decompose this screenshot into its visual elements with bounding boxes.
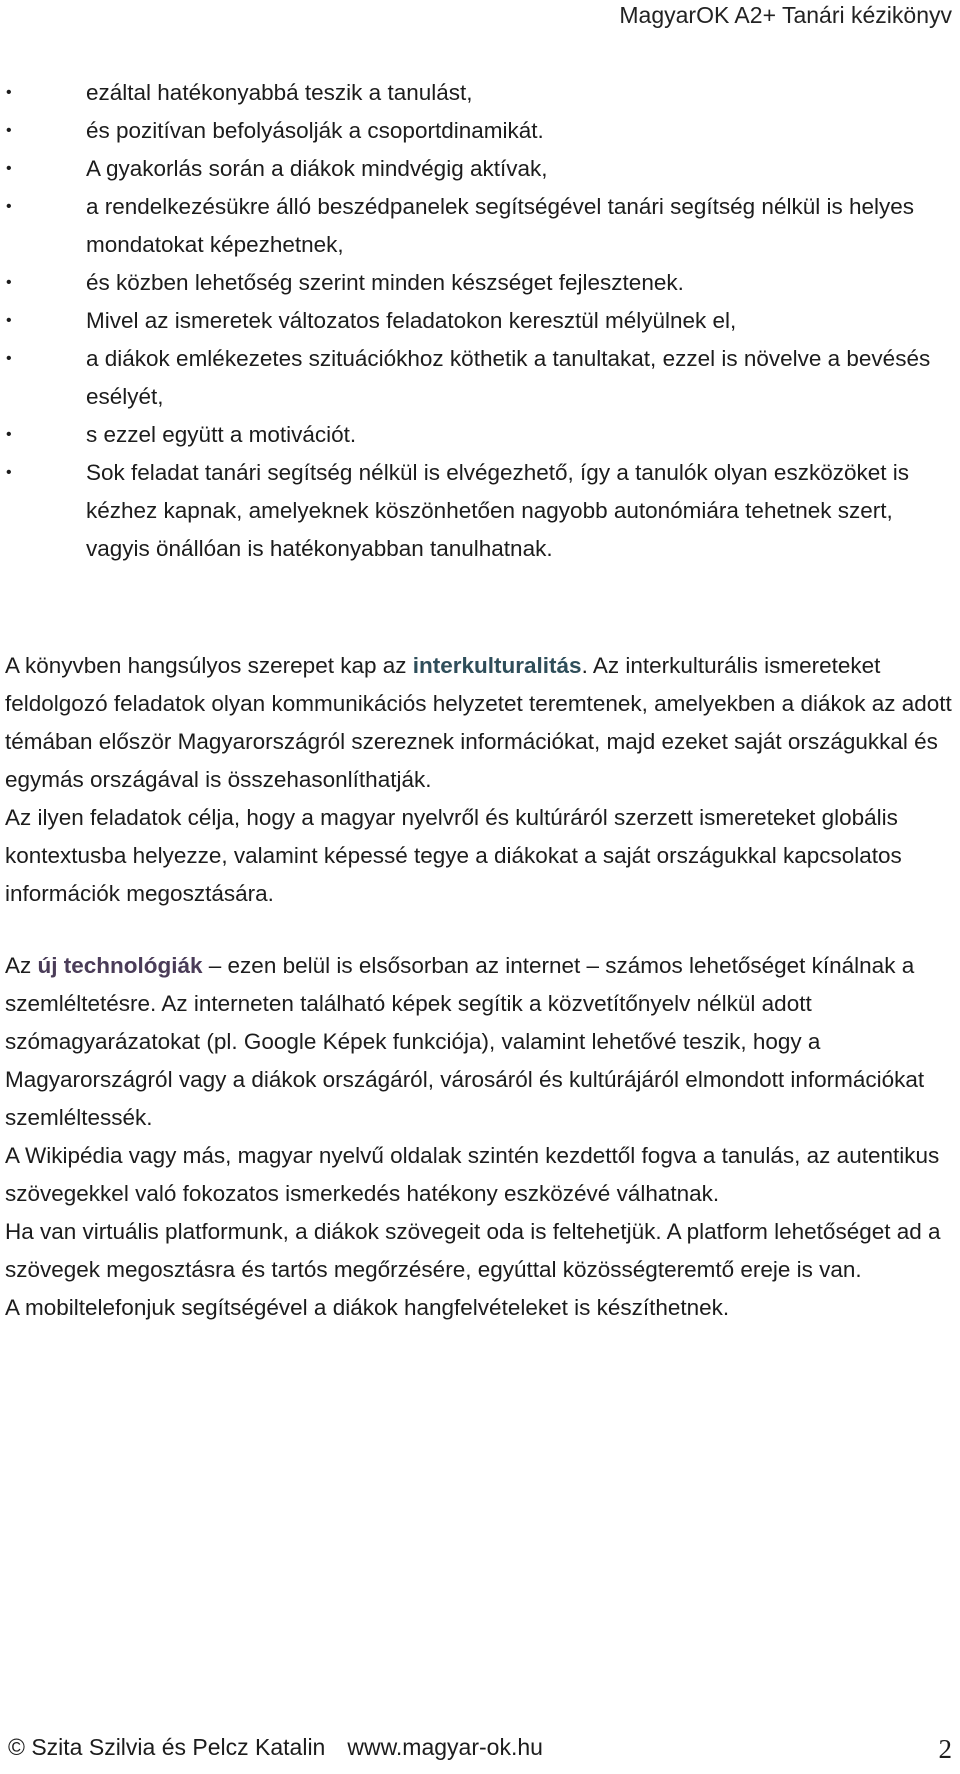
mobile-paragraph: A mobiltelefonjuk segítségével a diákok hangfelvételeket is készíthetnek. [5, 1295, 730, 1320]
paragraph-text: . Az interkulturális ismereteket feldolgozó feladatok olyan kommunikációs helyzetet teremtenek, amelyekben a diákok az adott témában először Magyarországról szereznek információkat, majd ezeket saját országukkal és egymás országával is összehasonlíthatják. [5, 653, 952, 792]
bullet-icon: • [6, 122, 12, 139]
list-item [0, 264, 950, 302]
list-item-text: Mivel az ismeretek változatos feladatokon keresztül mélyülnek el, [86, 308, 737, 333]
platform-paragraph: Ha van virtuális platformunk, a diákok szövegeit oda is feltehetjük. A platform lehetőséget ad a szövegek megosztásra és tartós megőrzésére, egyúttal közösségteremtő ereje is van. [5, 1219, 941, 1282]
list-item [0, 150, 950, 188]
list-item-text: és pozitívan befolyásolják a csoportdinamikát. [86, 118, 544, 143]
paragraph-text: Az [5, 953, 38, 978]
list-item-text: ezáltal hatékonyabbá teszik a tanulást, [86, 80, 473, 105]
bullet-icon: • [6, 426, 12, 443]
copyright-text: © Szita Szilvia és Pelcz Katalin [8, 1734, 326, 1760]
website-link[interactable]: www.magyar-ok.hu [347, 1734, 543, 1760]
list-item [0, 74, 950, 112]
bullet-icon: • [6, 350, 12, 367]
interculturality-keyword: interkulturalitás [412, 653, 582, 678]
list-item [0, 340, 950, 416]
list-item [0, 416, 950, 454]
bullet-icon: • [6, 198, 12, 215]
list-item-text: a diákok emlékezetes szituációkhoz köthetik a tanultakat, ezzel is növelve a bevésés esélyét, [86, 346, 931, 409]
list-item-text: és közben lehetőség szerint minden készséget fejlesztenek. [86, 270, 684, 295]
paragraph-spacer [5, 913, 957, 947]
list-item [0, 302, 950, 340]
bullet-icon: • [6, 312, 12, 329]
bullet-icon: • [6, 160, 12, 177]
bullet-icon: • [6, 274, 12, 291]
list-item-text: A gyakorlás során a diákok mindvégig aktívak, [86, 156, 548, 181]
footer [8, 1732, 543, 1762]
body-content [5, 647, 957, 1327]
list-item [0, 188, 950, 264]
bullet-list [0, 74, 950, 568]
page-number: 2 [938, 1734, 952, 1764]
technology-paragraph [5, 947, 957, 1137]
bullet-icon: • [6, 464, 12, 481]
list-item-text: Sok feladat tanári segítség nélkül is elvégezhető, így a tanulók olyan eszközöket is kézhez kapnak, amelyeknek köszönhetően nagyobb autonómiára tehetnek szert, vagyis önállóan is hatékonyabban tanulhatnak. [86, 460, 909, 561]
interculturality-goal-paragraph: Az ilyen feladatok célja, hogy a magyar nyelvről és kultúráról szerzett ismereteket globális kontextusba helyezze, valamint képessé tegye a diákokat a saját országukkal kapcsolatos információk megosztására. [5, 805, 902, 906]
interculturality-paragraph [5, 647, 957, 799]
bullet-icon: • [6, 84, 12, 101]
technology-keyword: új technológiák [37, 953, 203, 978]
list-item [0, 112, 950, 150]
running-header: MagyarOK A2+ Tanári kézikönyv [619, 2, 952, 28]
list-item [0, 454, 950, 568]
paragraph-text: – ezen belül is elsősorban az internet – számos lehetőséget kínálnak a szemléltetésre. Az interneten található képek segítik a közvetítőnyelv nélkül adott szómagyarázatokat (pl. Google Képek funkciója), valamint lehetővé teszik, hogy a Magyarországról vagy a diákok országáról, városáról és kultúrájáról elmondott információkat szemléltessék. [5, 953, 925, 1130]
list-item-text: s ezzel együtt a motivációt. [86, 422, 357, 447]
paragraph-text: A könyvben hangsúlyos szerepet kap az [5, 653, 413, 678]
list-item-text: a rendelkezésükre álló beszédpanelek segítségével tanári segítség nélkül is helyes mondatokat képezhetnek, [86, 194, 915, 257]
wikipedia-paragraph: A Wikipédia vagy más, magyar nyelvű oldalak szintén kezdettől fogva a tanulás, az autentikus szövegekkel való fokozatos ismerkedés hatékony eszközévé válhatnak. [5, 1143, 940, 1206]
